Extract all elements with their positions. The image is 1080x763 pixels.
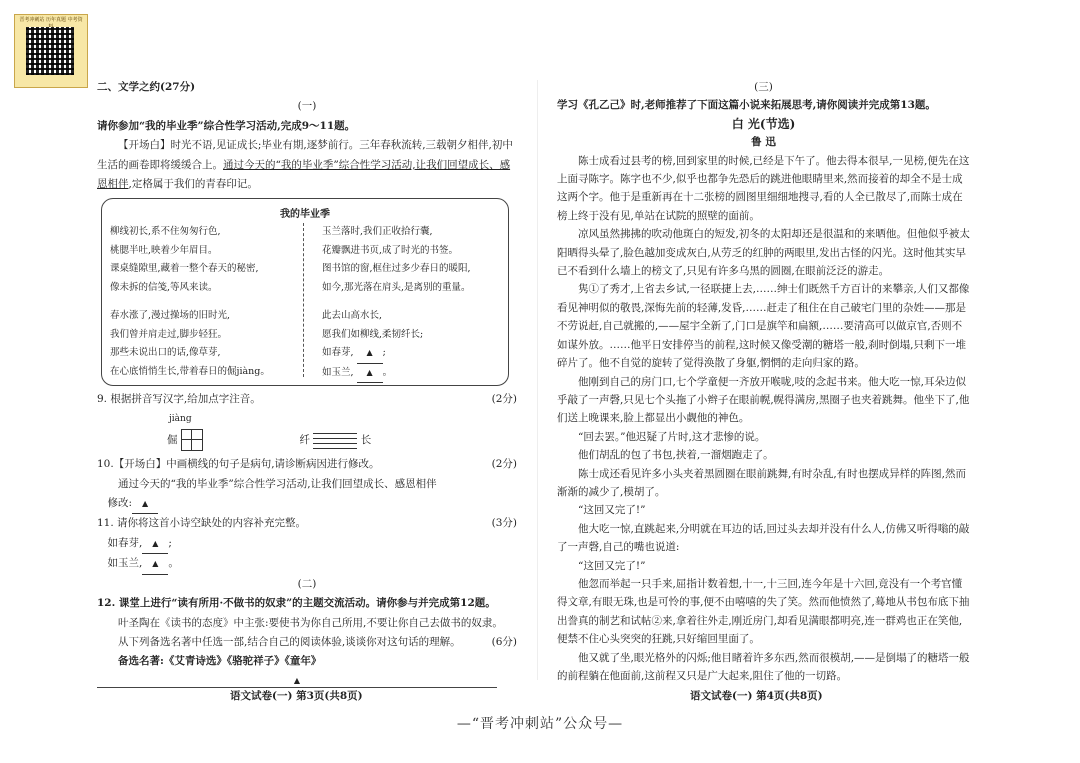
poem-box bbox=[101, 198, 509, 386]
question-12: 12. 课堂上进行“读有所用·不做书的奴隶”的主题交流活动。请你参与并完成第12题。 bbox=[97, 597, 496, 610]
q9-char: 倔 bbox=[167, 434, 178, 447]
poem-line: 柳线初长,系不住匆匆行色, bbox=[110, 226, 221, 238]
story-paragraph: 他大吃一惊,直跳起来,分明就在耳边的话,回过头去却并没有什么人,仿佛又听得嗡的敲了一声磬,自己的嘴也说道: bbox=[557, 522, 970, 554]
story-paragraph: “这回又完了!” bbox=[578, 504, 646, 517]
question-10 bbox=[97, 455, 517, 474]
poem-line: 那些未说出口的话,像草芽, bbox=[110, 347, 221, 359]
q12-quote: 叶圣陶在《读书的态度》中主张:要使书为你自己所用,不要让你自己去做书的奴隶。 bbox=[118, 616, 503, 629]
story-paragraph: 隽①了秀才,上省去乡试,一径联捷上去,……绅士们既然千方百计的来攀亲,人们又都像看见神明似的敬畏,深悔先前的轻薄,发昏,……赶走了租住在自己破宅门里的杂姓——那是不劳说赶,自己就搬的,——屋宇全新了,门口是旗竿和扁额,……要清高可以做京官,否则不如谋外放。……他平日安排停当的前程,这时候又像受潮的糖塔一般,刹时倒塌,只剩下一堆碎片了。他不自觉的旋转了觉得涣散了身躯,惘惘的走向归家的路。 bbox=[557, 283, 970, 370]
q9-char: 长 bbox=[360, 434, 372, 447]
right-column bbox=[557, 78, 970, 685]
part3-label: (三) bbox=[754, 81, 773, 93]
poem-line: 如玉兰, ▲ 。 bbox=[322, 364, 502, 384]
poem-blank[interactable]: ▲ bbox=[357, 364, 383, 384]
q9-answer-row bbox=[167, 429, 517, 455]
q10-fix-label: 修改: bbox=[107, 497, 133, 510]
stanza-gap bbox=[322, 297, 502, 307]
poem-line: 愿我们如柳线,柔韧纤长; bbox=[322, 328, 424, 340]
question-11-text: 11. 请你将这首小诗空缺处的内容补充完整。 bbox=[97, 517, 307, 530]
opening-paragraph bbox=[97, 136, 517, 194]
q12-answer-line[interactable] bbox=[97, 674, 497, 688]
poem-left-column bbox=[110, 223, 298, 381]
q10-answer-blank[interactable]: ▲ bbox=[132, 494, 158, 514]
part1-label: (一) bbox=[297, 100, 317, 113]
question-10-text: 10.【开场白】中画横线的句子是病句,请诊断病因进行修改。 bbox=[97, 458, 380, 471]
poem-line: 桃腮半吐,映着少年眉目。 bbox=[110, 244, 218, 256]
part2-label: (二) bbox=[297, 577, 317, 590]
poem-title: 我的毕业季 bbox=[280, 209, 330, 221]
right-page-footer: 语文试卷(一) 第4页(共8页) bbox=[690, 690, 823, 702]
tianzige-answer-box[interactable] bbox=[181, 429, 203, 451]
question-10-score: (2分) bbox=[491, 458, 517, 471]
q12-prompt-row bbox=[97, 633, 517, 652]
poem-line: 图书馆的窗,框住过多少春日的暖阳, bbox=[322, 263, 471, 275]
poem-blank[interactable]: ▲ bbox=[357, 344, 383, 364]
poem-line: 春水涨了,漫过操场的旧时光, bbox=[110, 310, 231, 322]
q9-char: 纤 bbox=[299, 434, 311, 447]
opening-underlined-sentence: 通过今天的“我的毕业季”综合性学习活动,让我们回望成长、感恩相伴 bbox=[97, 158, 511, 191]
story-title: 白 光(节选) bbox=[731, 116, 796, 131]
question-9-score: (2分) bbox=[491, 393, 517, 406]
story-author: 鲁 迅 bbox=[751, 136, 776, 149]
poem-line: 如春芽, ▲ ; bbox=[322, 344, 502, 364]
qr-code-icon bbox=[26, 27, 74, 75]
story-paragraph: 他们胡乱的包了书包,挟着,一溜烟跑走了。 bbox=[578, 449, 774, 462]
left-page-footer: 语文试卷(一) 第3页(共8页) bbox=[230, 690, 363, 702]
q10-sentence: 通过今天的“我的毕业季”综合性学习活动,让我们回望成长、感恩相伴 bbox=[118, 477, 437, 490]
q11-row-b: 如玉兰, ▲ 。 bbox=[97, 554, 517, 574]
question-9-text: 9. 根据拼音写汉字,给加点字注音。 bbox=[97, 393, 261, 406]
poem-line: 玉兰落时,我们正收拾行囊, bbox=[322, 226, 433, 238]
q11-lead: 如玉兰, bbox=[107, 557, 143, 570]
q12-blank-mark: ▲ bbox=[293, 675, 301, 685]
q9-pinyin: jiàng bbox=[169, 413, 192, 424]
opening-text-b: ,定格属于我们的青春印记。 bbox=[128, 178, 258, 191]
story-paragraph: 陈士成看过县考的榜,回到家里的时候,已经是下午了。他去得本很早,一见榜,便先在这上面寻陈字。陈字也不少,似乎也都争先恐后的跳进他眼睛里来,然而接着的却全不是士成这两个字。他于是重新再在十二张榜的圆图里细细地搜寻,看的人全已散尽了,而陈士成在榜上终于没有见,单站在试院的照壁的面前。 bbox=[557, 154, 970, 222]
poem-line: 我们曾并肩走过,脚步轻狂。 bbox=[110, 328, 228, 340]
q11-lead: 如春芽, bbox=[107, 536, 143, 549]
question-11 bbox=[97, 514, 517, 533]
pinyin-answer-lines[interactable] bbox=[313, 431, 357, 449]
stanza-gap bbox=[110, 297, 298, 307]
poem-line: 在心底悄悄生长,带着春日的倔jiàng。 bbox=[110, 365, 270, 377]
opening-text-a: 【开场白】时光不语,见证成长;毕业有期,逐梦前行。三年春秋流转,三载朝夕相伴,初中生活的画卷即将缓缓合上。 bbox=[97, 139, 513, 171]
q10-fix-row bbox=[97, 494, 517, 514]
qr-code-badge[interactable] bbox=[14, 14, 88, 88]
part3-intro: 学习《孔乙己》时,老师推荐了下面这篇小说来拓展思考,请你阅读并完成第13题。 bbox=[557, 99, 936, 112]
poem-divider bbox=[303, 223, 304, 377]
column-divider bbox=[537, 80, 538, 680]
q12-books: 备选名著:《艾青诗选》《骆驼祥子》《童年》 bbox=[118, 655, 322, 668]
question-9 bbox=[97, 390, 517, 409]
story-paragraph: “回去罢。”他迟疑了片时,这才悲惨的说。 bbox=[578, 430, 766, 443]
poem-line: 此去山高水长, bbox=[322, 310, 383, 322]
story-paragraph: 陈士成还看见许多小头夹着黑圆圈在眼前跳舞,有时杂乱,有时也摆成异样的阵图,然而渐渐的减少了,模胡了。 bbox=[557, 467, 967, 498]
q11-blank[interactable]: ▲ bbox=[142, 534, 168, 554]
qr-caption: 晋考冲刺站 历年真题 中考资 bbox=[19, 17, 83, 23]
part1-intro: 请你参加“我的毕业季”综合性学习活动,完成9～11题。 bbox=[97, 119, 356, 132]
story-paragraph: 他刚到自己的房门口,七个学童便一齐放开喉咙,吱的念起书来。他大吃一惊,耳朵边似乎敲了一声磬,只见七个头拖了小辫子在眼前幌,幌得满房,黑圈子也夹着跳舞。他坐下了,他们送上晚课来,脸上都显出小觑他的神色。 bbox=[557, 375, 970, 425]
poem-line: 像未拆的信笺,等风来读。 bbox=[110, 281, 218, 293]
poem-right-column bbox=[322, 223, 502, 383]
q11-blank[interactable]: ▲ bbox=[142, 554, 168, 574]
story-paragraph: 他又就了坐,眼光格外的闪烁;他目睹着许多东西,然而很模胡,——是倒塌了的糖塔一般的前程躺在他面前,这前程又只是广大起来,阻住了他的一切路。 bbox=[557, 651, 970, 682]
poem-blank-lead: 如玉兰, bbox=[322, 366, 354, 378]
poem-blank-lead: 如春芽, bbox=[322, 347, 354, 359]
story-paragraph: “这回又完了!” bbox=[578, 559, 646, 572]
poem-line: 如今,那光落在肩头,是离别的重量。 bbox=[322, 281, 471, 293]
wechat-account-note: —“晋考冲刺站”公众号— bbox=[456, 716, 624, 732]
section-heading: 二、文学之约(27分) bbox=[97, 81, 196, 93]
poem-line: 课桌缝隙里,藏着一整个春天的秘密, bbox=[110, 263, 259, 275]
left-column bbox=[97, 78, 517, 688]
poem-line: 花瓣飘进书页,成了时光的书签。 bbox=[322, 244, 459, 256]
q12-score: (6分) bbox=[491, 635, 517, 648]
story-paragraph: 凉风虽然拂拂的吹动他斑白的短发,初冬的太阳却还是很温和的来晒他。但他似乎被太阳晒得头晕了,脸色越加变成灰白,从劳乏的红肿的两眼里,发出古怪的闪光。这时他其实早已不看到什么墙上的榜文了,只见有许多乌黑的圆圈,在眼前泛泛的游走。 bbox=[557, 228, 970, 278]
question-11-score: (3分) bbox=[491, 517, 517, 530]
q12-prompt: 从下列备选名著中任选一部,结合自己的阅读体验,谈谈你对这句话的理解。 bbox=[118, 635, 461, 648]
story-paragraph: 他忽而举起一只手来,屈指计数着想,十一,十三回,连今年是十六回,竟没有一个考官懂得文章,有眼无珠,也是可怜的事,便不由嘻嘻的失了笑。然而他愤然了,蓦地从书包布底下抽出誊真的制艺和试帖②来,拿着往外走,刚近房门,却看见满眼都明亮,连一群鸡也正在笑他,便禁不住心头突突的狂跳,只好缩回里面了。 bbox=[557, 577, 970, 646]
q11-row-a: 如春芽, ▲ ; bbox=[97, 534, 517, 554]
